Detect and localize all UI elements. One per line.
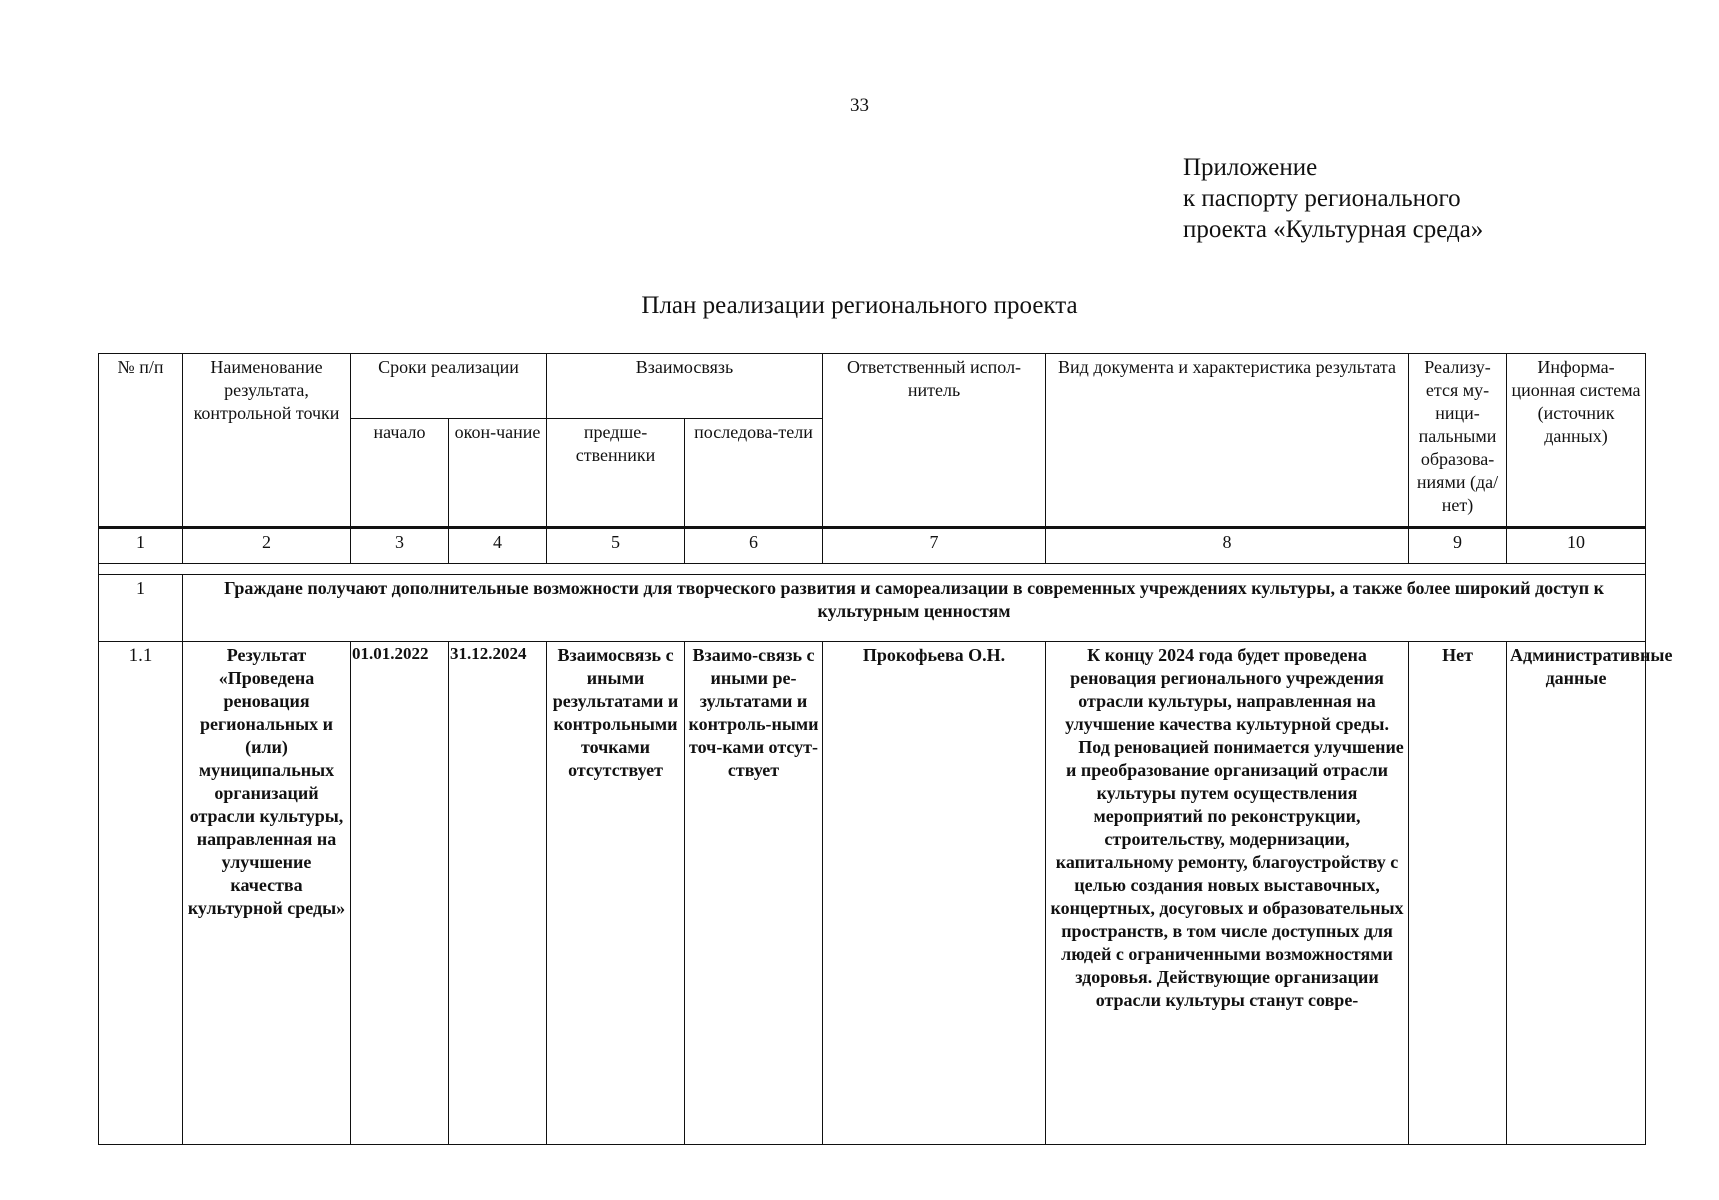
header-result-name: Наименование результата, контрольной точки [183,354,351,528]
column-number: 4 [449,528,547,564]
column-number: 2 [183,528,351,564]
info-system: Административные данные [1507,642,1646,1145]
column-number: 6 [685,528,823,564]
section-number: 1 [99,575,183,642]
document-title: План реализации регионального проекта [641,292,1078,319]
result-description [1046,642,1409,1145]
column-number: 9 [1409,528,1507,564]
column-number: 1 [99,528,183,564]
column-number: 8 [1046,528,1409,564]
column-numbers-row [99,528,1646,564]
appendix-line-1: Приложение [1183,154,1318,181]
column-number: 3 [351,528,449,564]
header-successors: последова-тели [685,419,823,528]
spacer [99,564,1646,575]
page-number: 33 [850,95,869,116]
section-text: Граждане получают дополнительные возможности для творческого развития и самореализации в современных учреждениях культуры, а также более широкий доступ к культурным ценностям [183,575,1646,642]
header-start: начало [351,419,449,528]
header-row [99,354,1646,419]
row-number: 1.1 [99,642,183,1145]
start-date: 01.01.2022 [351,642,449,1145]
column-number: 5 [547,528,685,564]
header-info-system: Информа-ционная система (источник данных) [1507,354,1646,528]
responsible-person: Прокофьева О.Н. [823,642,1046,1145]
column-number: 7 [823,528,1046,564]
header-responsible: Ответственный испол-нитель [823,354,1046,528]
plan-table [98,353,1673,1145]
header-municipal: Реализу-ется му-ници-пальными образова-ниями (да/нет) [1409,354,1507,528]
appendix-note [1183,152,1483,245]
header-doc-type: Вид документа и характеристика результата [1046,354,1409,528]
result-name: Результат «Проведена реновация региональных и (или) муниципальных организаций отрасли культуры, направленная на улучшение качества культурной среды» [183,642,351,1145]
column-number: 10 [1507,528,1646,564]
header-relation: Взаимосвязь [547,354,823,419]
end-date: 31.12.2024 [449,642,547,1145]
municipal-flag: Нет [1409,642,1507,1145]
header-num: № п/п [99,354,183,528]
successors: Взаимо-связь с иными ре-зультатами и контроль-ными точ-ками отсут-ствует [685,642,823,1145]
header-dates: Сроки реализации [351,354,547,419]
description-paragraph-1: К концу 2024 года будет проведена реновация регионального учреждения отрасли культуры, направленная на улучшение качества культурной среды. [1065,645,1389,734]
description-paragraph-2: Под реновацией понимается улучшение и преобразование организаций отрасли культуры путем осуществления мероприятий по реконструкции, строительству, модернизации, капитальному ремонту, благоустройству с целью создания новых выставочных, концертных, досуговых и образовательных пространств, в том числе доступных для людей с ограниченными возможностями здоровья. Действующие организации отрасли культуры станут совре- [1050,737,1404,1010]
section-row [99,575,1646,642]
table-row [99,642,1646,1145]
appendix-line-3: проекта «Культурная среда» [1183,216,1484,243]
header-end: окон-чание [449,419,547,528]
appendix-line-2: к паспорту регионального [1183,185,1461,212]
spacer-row [99,564,1646,575]
predecessors: Взаимосвязь с иными результатами и контрольными точками отсутствует [547,642,685,1145]
header-predecessors: предше-ственники [547,419,685,528]
